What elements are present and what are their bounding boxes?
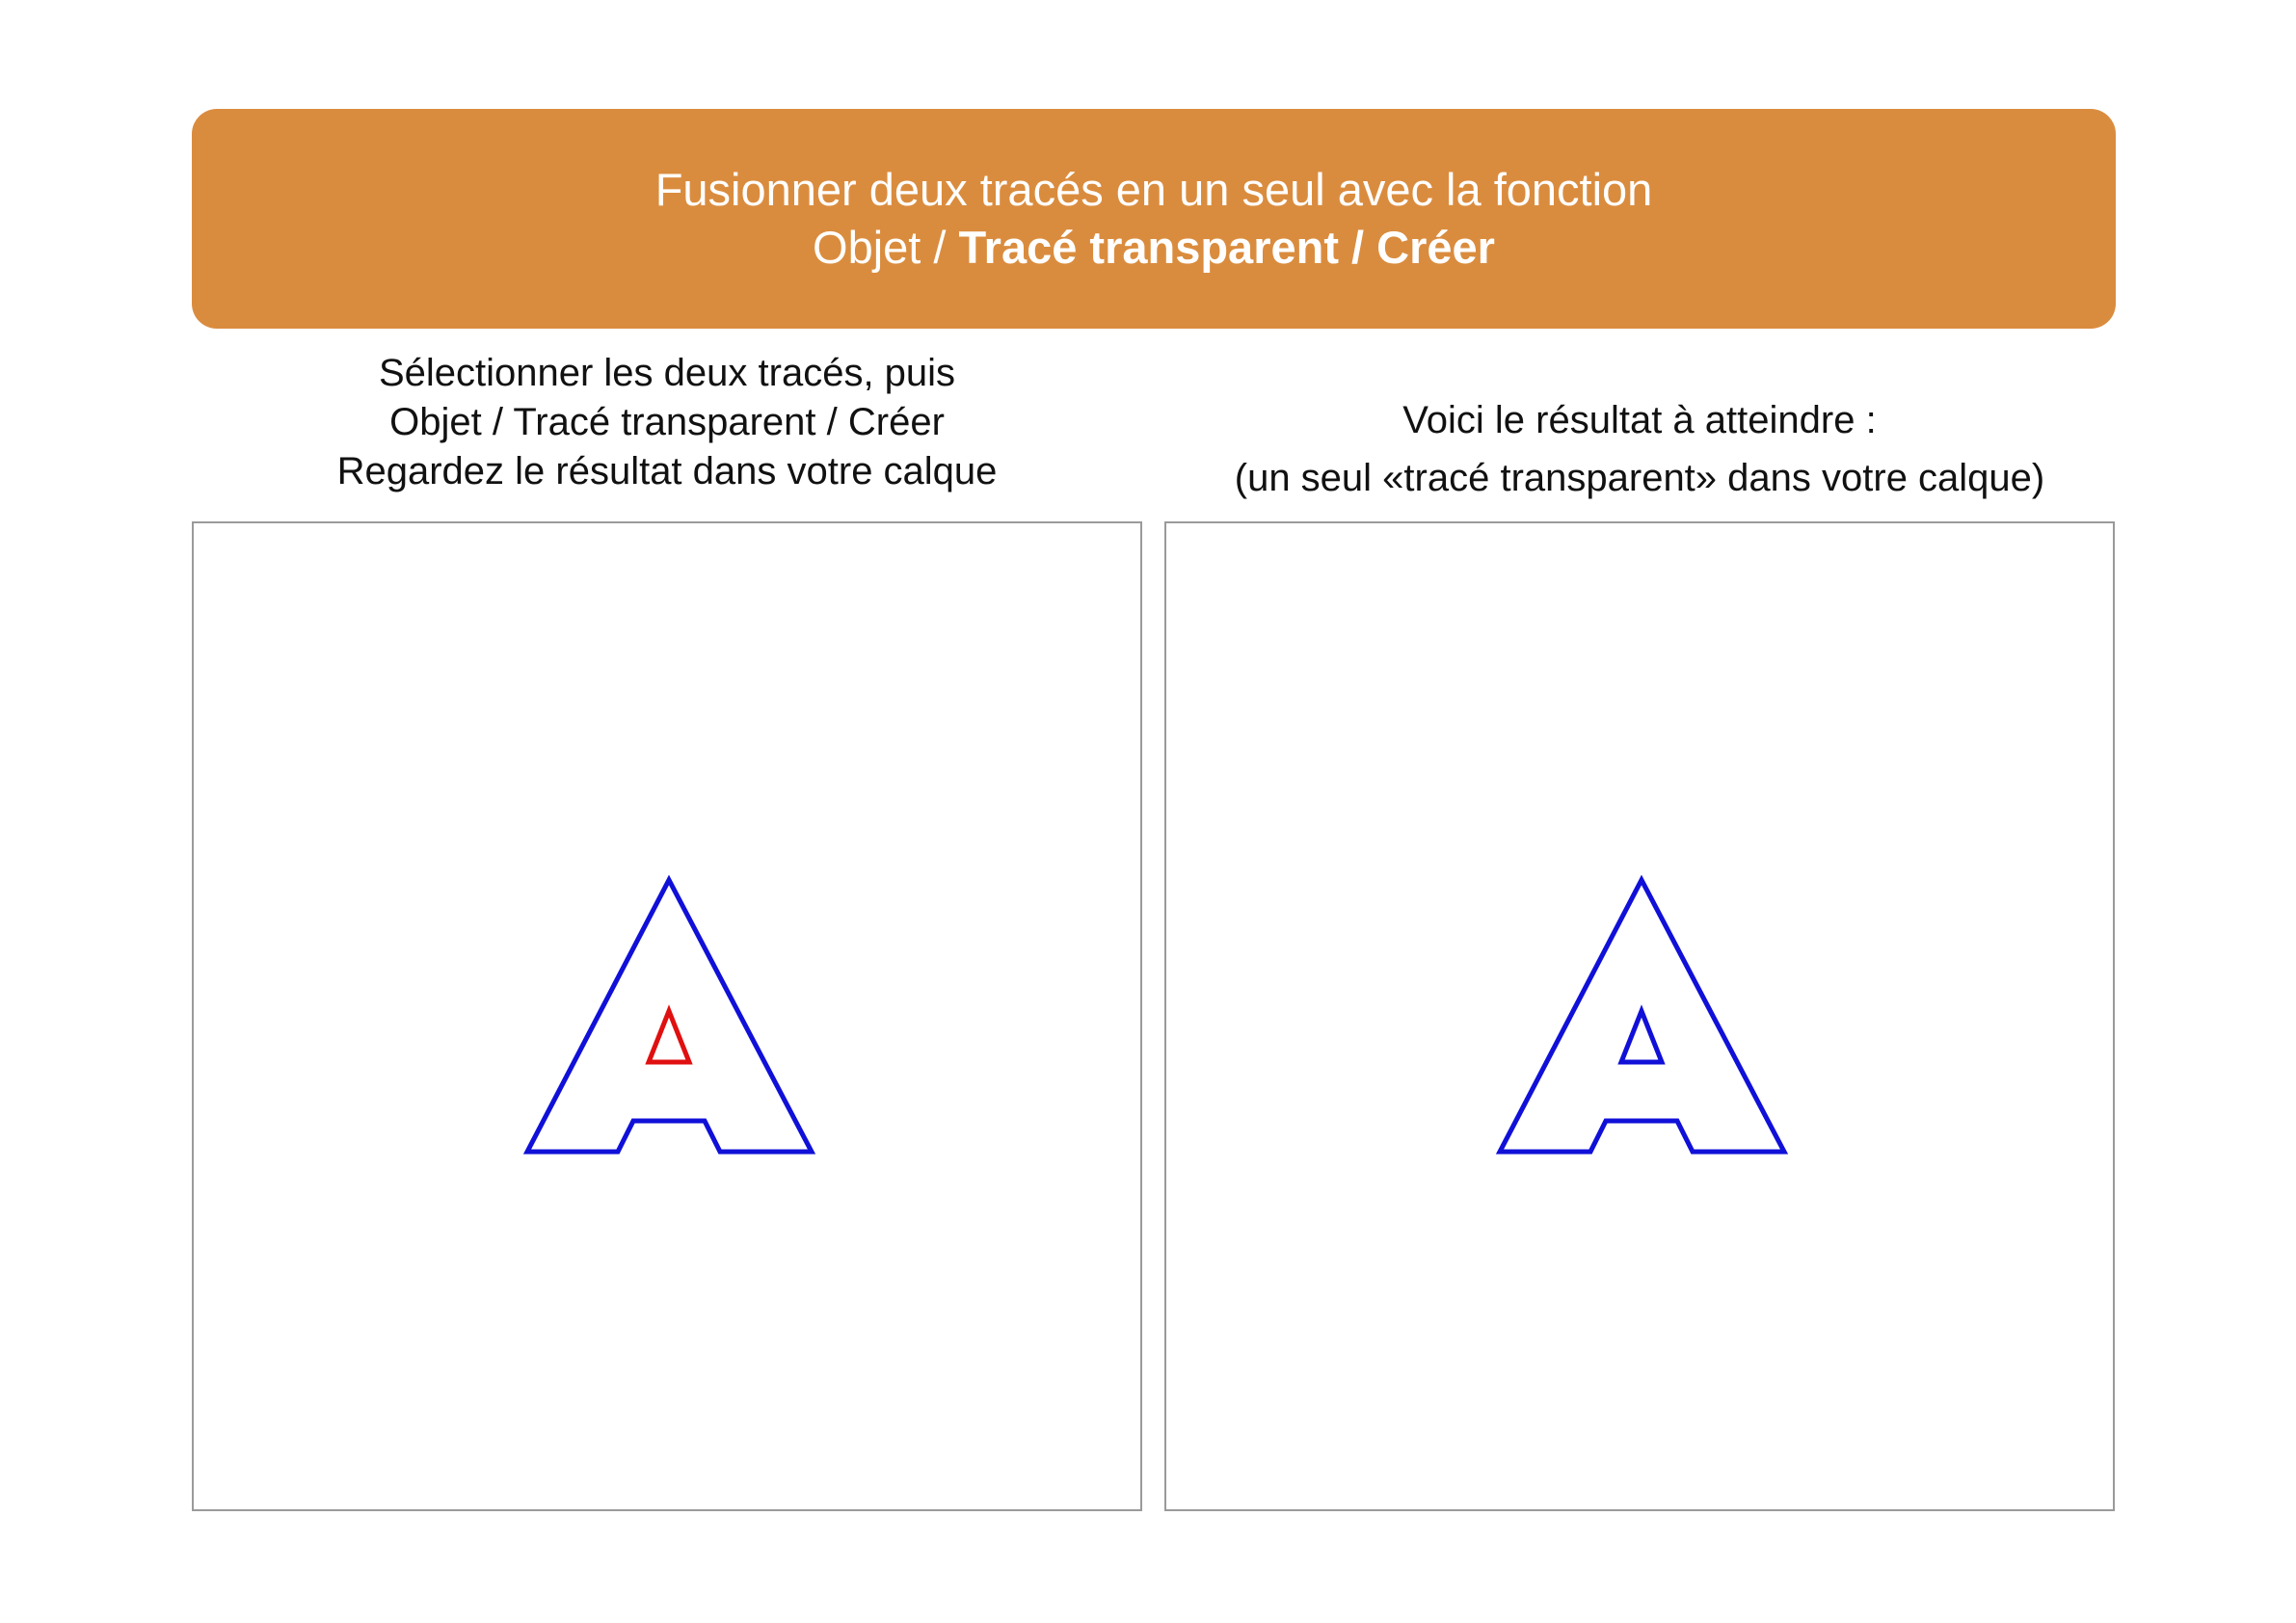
inner-triangle-path[interactable] bbox=[649, 1011, 689, 1062]
banner-line-2 bbox=[813, 219, 1495, 277]
left-caption-line-3: Regardez le résultat dans votre calque bbox=[336, 450, 998, 492]
right-caption-line-2: (un seul «tracé transparent» dans votre calque) bbox=[1234, 457, 2045, 499]
banner-line-2-plain: Objet / bbox=[813, 222, 959, 273]
right-caption-line-1: Voici le résultat à atteindre : bbox=[1402, 399, 1877, 441]
right-canvas-panel bbox=[1164, 521, 2115, 1511]
left-letter-a-drawing bbox=[194, 523, 1140, 1509]
title-banner bbox=[192, 109, 2116, 329]
right-instructions bbox=[1164, 391, 2115, 507]
left-caption-line-2: Objet / Tracé transparent / Créer bbox=[389, 401, 945, 443]
left-instructions bbox=[192, 349, 1142, 496]
banner-line-2-bold: Tracé transparent / Créer bbox=[958, 222, 1495, 273]
left-canvas-panel bbox=[192, 521, 1142, 1511]
inner-triangle-path[interactable] bbox=[1621, 1011, 1662, 1062]
right-letter-a-drawing bbox=[1166, 523, 2113, 1509]
banner-line-1: Fusionner deux tracés en un seul avec la fonction bbox=[654, 164, 1653, 215]
left-caption-line-1: Sélectionner les deux tracés, puis bbox=[378, 352, 956, 394]
